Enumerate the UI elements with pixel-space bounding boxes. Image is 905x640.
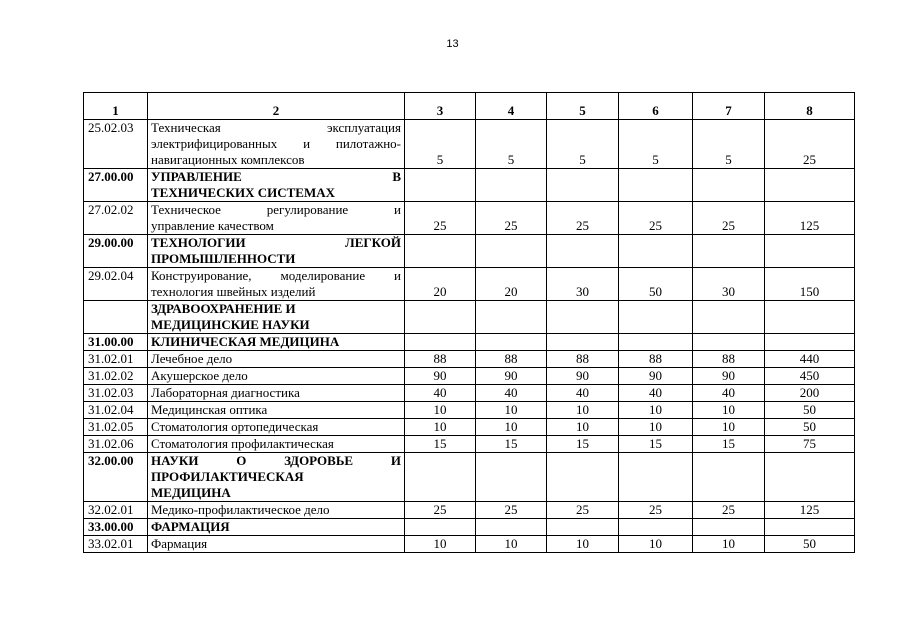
value-cell	[476, 235, 547, 268]
value-cell	[765, 301, 855, 334]
name-cell	[148, 169, 405, 202]
code-cell	[84, 301, 148, 334]
code-cell: 31.02.06	[84, 436, 148, 453]
value-cell: 50	[619, 268, 693, 301]
table-row	[84, 268, 855, 301]
table-row	[84, 402, 855, 419]
value-cell	[693, 334, 765, 351]
code-cell: 33.02.01	[84, 536, 148, 553]
value-cell: 88	[619, 351, 693, 368]
table-row	[84, 419, 855, 436]
value-cell: 50	[765, 402, 855, 419]
header-cell: 3	[405, 93, 476, 120]
value-cell	[405, 334, 476, 351]
name-cell	[148, 402, 405, 419]
value-cell: 10	[693, 536, 765, 553]
section-row	[84, 235, 855, 268]
name-line: ТЕХНИЧЕСКИХ СИСТЕМАХ	[151, 185, 336, 200]
header-cell: 6	[619, 93, 693, 120]
table-row	[84, 351, 855, 368]
name-cell	[148, 519, 405, 536]
value-cell	[476, 169, 547, 202]
value-cell	[405, 453, 476, 502]
header-cell: 8	[765, 93, 855, 120]
name-cell	[148, 368, 405, 385]
value-cell: 25	[405, 202, 476, 235]
name-line: УПРАВЛЕНИЕ В	[151, 169, 401, 184]
value-cell: 25	[476, 202, 547, 235]
value-cell	[547, 334, 619, 351]
value-cell: 10	[476, 536, 547, 553]
section-row	[84, 334, 855, 351]
value-cell: 10	[405, 536, 476, 553]
name-cell	[148, 351, 405, 368]
code-cell: 31.02.04	[84, 402, 148, 419]
value-cell: 25	[619, 202, 693, 235]
value-cell: 20	[476, 268, 547, 301]
value-cell: 40	[405, 385, 476, 402]
value-cell: 90	[405, 368, 476, 385]
value-cell: 15	[405, 436, 476, 453]
name-line: навигационных комплексов	[151, 152, 305, 167]
code-cell: 31.02.05	[84, 419, 148, 436]
name-line: ПРОФИЛАКТИЧЕСКАЯ	[151, 469, 304, 484]
name-cell	[148, 301, 405, 334]
value-cell: 88	[476, 351, 547, 368]
value-cell: 150	[765, 268, 855, 301]
value-cell	[405, 301, 476, 334]
value-cell: 10	[619, 402, 693, 419]
value-cell: 440	[765, 351, 855, 368]
name-cell	[148, 120, 405, 169]
value-cell: 10	[547, 402, 619, 419]
code-cell: 27.00.00	[84, 169, 148, 202]
name-line: управление качеством	[151, 218, 274, 233]
name-line: Стоматология профилактическая	[151, 436, 334, 451]
table-row	[84, 385, 855, 402]
value-cell: 10	[405, 402, 476, 419]
value-cell	[693, 519, 765, 536]
code-cell: 27.02.02	[84, 202, 148, 235]
section-row	[84, 453, 855, 502]
value-cell: 5	[619, 120, 693, 169]
header-cell: 4	[476, 93, 547, 120]
code-cell: 29.00.00	[84, 235, 148, 268]
value-cell: 90	[476, 368, 547, 385]
value-cell	[405, 519, 476, 536]
name-line: Лечебное дело	[151, 351, 233, 366]
name-cell	[148, 235, 405, 268]
name-cell	[148, 385, 405, 402]
name-cell	[148, 334, 405, 351]
value-cell	[693, 169, 765, 202]
table-row	[84, 536, 855, 553]
value-cell: 10	[619, 419, 693, 436]
header-cell: 2	[148, 93, 405, 120]
name-cell	[148, 453, 405, 502]
name-line: НАУКИ О ЗДОРОВЬЕ И	[151, 453, 401, 468]
section-row	[84, 301, 855, 334]
value-cell: 10	[476, 402, 547, 419]
code-cell: 31.02.01	[84, 351, 148, 368]
table-row	[84, 120, 855, 169]
name-line: Медицинская оптика	[151, 402, 268, 417]
value-cell	[405, 235, 476, 268]
name-cell	[148, 268, 405, 301]
value-cell	[405, 169, 476, 202]
name-line: ЗДРАВООХРАНЕНИЕ И	[151, 301, 296, 316]
value-cell: 15	[476, 436, 547, 453]
name-cell	[148, 419, 405, 436]
value-cell: 10	[405, 419, 476, 436]
value-cell	[476, 453, 547, 502]
table-row	[84, 368, 855, 385]
value-cell: 25	[619, 502, 693, 519]
code-cell: 31.00.00	[84, 334, 148, 351]
value-cell: 10	[547, 536, 619, 553]
name-cell	[148, 536, 405, 553]
value-cell: 125	[765, 202, 855, 235]
value-cell: 10	[619, 536, 693, 553]
value-cell: 5	[547, 120, 619, 169]
value-cell: 125	[765, 502, 855, 519]
code-cell: 32.00.00	[84, 453, 148, 502]
value-cell: 25	[547, 202, 619, 235]
header-cell: 5	[547, 93, 619, 120]
name-line: Конструирование, моделирование и	[151, 268, 401, 283]
value-cell	[547, 235, 619, 268]
table-row	[84, 202, 855, 235]
name-line: Фармация	[151, 536, 208, 551]
table-header-row	[84, 93, 855, 120]
value-cell: 30	[547, 268, 619, 301]
admission-quota-table	[83, 92, 855, 553]
name-line: Стоматология ортопедическая	[151, 419, 319, 434]
name-line: Лабораторная диагностика	[151, 385, 300, 400]
value-cell	[693, 301, 765, 334]
value-cell: 10	[693, 419, 765, 436]
code-cell: 25.02.03	[84, 120, 148, 169]
name-line: ТЕХНОЛОГИИ ЛЕГКОЙ	[151, 235, 401, 250]
value-cell: 25	[765, 120, 855, 169]
value-cell	[476, 334, 547, 351]
value-cell: 25	[547, 502, 619, 519]
name-line: Техническое регулирование и	[151, 202, 401, 217]
code-cell: 31.02.02	[84, 368, 148, 385]
name-line: технология швейных изделий	[151, 284, 316, 299]
value-cell: 20	[405, 268, 476, 301]
value-cell	[619, 169, 693, 202]
value-cell	[619, 334, 693, 351]
table-row	[84, 502, 855, 519]
value-cell: 15	[547, 436, 619, 453]
value-cell: 50	[765, 536, 855, 553]
name-cell	[148, 436, 405, 453]
name-cell	[148, 202, 405, 235]
code-cell: 32.02.01	[84, 502, 148, 519]
value-cell	[619, 453, 693, 502]
value-cell	[476, 519, 547, 536]
value-cell	[619, 519, 693, 536]
value-cell	[765, 453, 855, 502]
name-line: ФАРМАЦИЯ	[151, 519, 230, 534]
value-cell	[765, 334, 855, 351]
code-cell: 29.02.04	[84, 268, 148, 301]
value-cell: 5	[693, 120, 765, 169]
value-cell: 40	[693, 385, 765, 402]
value-cell: 10	[547, 419, 619, 436]
value-cell	[619, 301, 693, 334]
value-cell: 25	[405, 502, 476, 519]
name-line: МЕДИЦИНСКИЕ НАУКИ	[151, 317, 310, 332]
value-cell	[547, 453, 619, 502]
value-cell: 5	[476, 120, 547, 169]
value-cell	[693, 235, 765, 268]
value-cell	[765, 519, 855, 536]
header-cell: 1	[84, 93, 148, 120]
name-cell	[148, 502, 405, 519]
value-cell: 88	[693, 351, 765, 368]
value-cell	[765, 169, 855, 202]
code-cell: 31.02.03	[84, 385, 148, 402]
value-cell: 15	[619, 436, 693, 453]
value-cell: 25	[476, 502, 547, 519]
value-cell: 25	[693, 502, 765, 519]
code-cell: 33.00.00	[84, 519, 148, 536]
value-cell: 40	[476, 385, 547, 402]
value-cell: 30	[693, 268, 765, 301]
value-cell	[476, 301, 547, 334]
value-cell: 40	[547, 385, 619, 402]
name-line: КЛИНИЧЕСКАЯ МЕДИЦИНА	[151, 334, 340, 349]
value-cell: 5	[405, 120, 476, 169]
section-row	[84, 519, 855, 536]
value-cell: 450	[765, 368, 855, 385]
value-cell: 90	[547, 368, 619, 385]
value-cell	[619, 235, 693, 268]
value-cell	[765, 235, 855, 268]
page-number: 13	[446, 38, 459, 50]
section-row	[84, 169, 855, 202]
value-cell: 25	[693, 202, 765, 235]
value-cell: 75	[765, 436, 855, 453]
value-cell	[693, 453, 765, 502]
value-cell	[547, 169, 619, 202]
name-line: Медико-профилактическое дело	[151, 502, 330, 517]
value-cell: 90	[619, 368, 693, 385]
value-cell: 90	[693, 368, 765, 385]
table-row	[84, 436, 855, 453]
name-line: Техническая эксплуатация	[151, 120, 401, 135]
name-line: ПРОМЫШЛЕННОСТИ	[151, 251, 296, 266]
value-cell: 10	[693, 402, 765, 419]
value-cell: 88	[405, 351, 476, 368]
value-cell: 15	[693, 436, 765, 453]
header-cell: 7	[693, 93, 765, 120]
name-line: Акушерское дело	[151, 368, 248, 383]
value-cell	[547, 301, 619, 334]
value-cell: 200	[765, 385, 855, 402]
value-cell: 10	[476, 419, 547, 436]
value-cell: 88	[547, 351, 619, 368]
value-cell: 40	[619, 385, 693, 402]
value-cell	[547, 519, 619, 536]
name-line: электрифицированных и пилотажно-	[151, 136, 401, 151]
value-cell: 50	[765, 419, 855, 436]
name-line: МЕДИЦИНА	[151, 485, 231, 500]
